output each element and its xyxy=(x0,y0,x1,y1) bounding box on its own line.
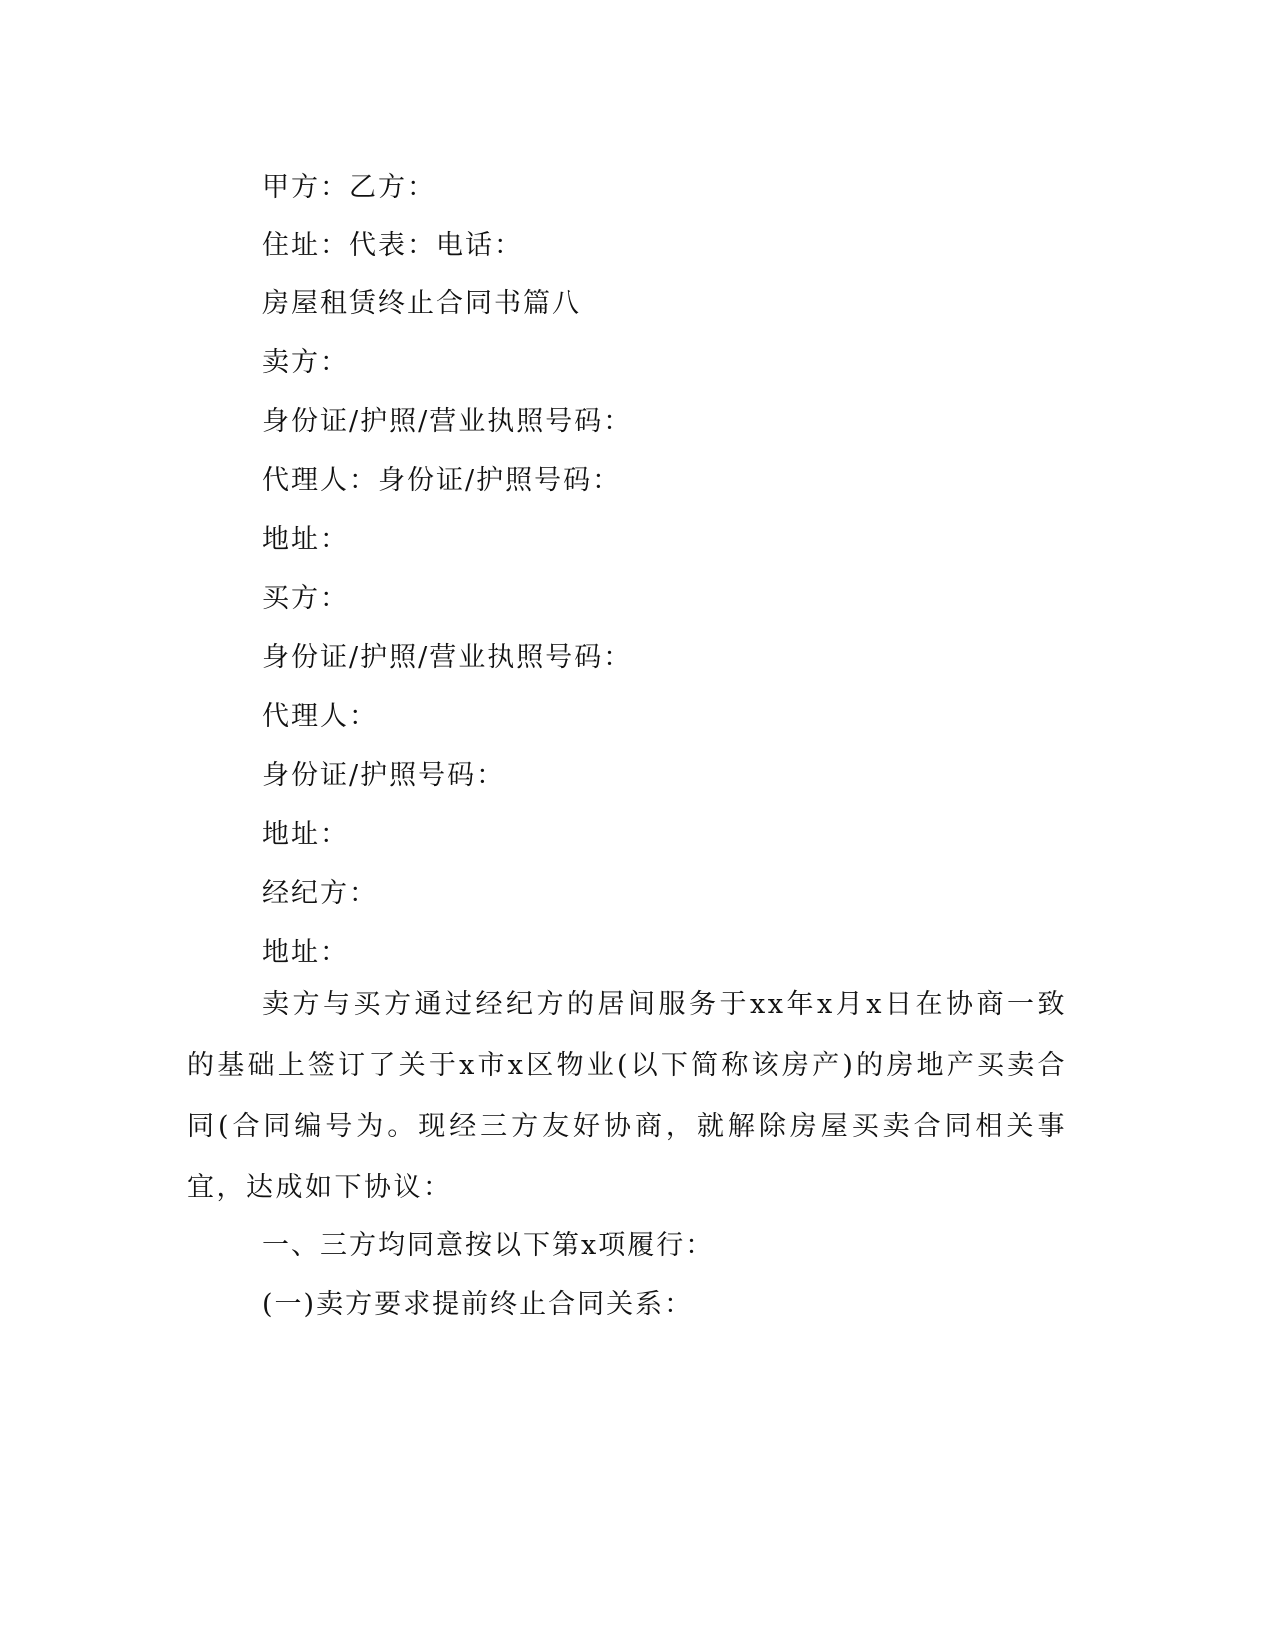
address-rep-phone-line: 住址：代表：电话： xyxy=(262,230,523,261)
broker-line: 经纪方： xyxy=(262,878,378,909)
buyer-address-line: 地址： xyxy=(262,819,349,850)
party-a-b-line: 甲方：乙方： xyxy=(262,172,436,203)
section-title: 房屋租赁终止合同书篇八 xyxy=(262,288,581,319)
seller-address-line: 地址： xyxy=(262,524,349,555)
buyer-line: 买方： xyxy=(262,583,349,614)
buyer-agent-line: 代理人： xyxy=(262,701,378,732)
agreement-paragraph: 卖方与买方通过经纪方的居间服务于xx年x月x日在协商一致的基础上签订了关于x市x区物业(以下简称该房产)的房地产买卖合同(合同编号为。现经三方友好协商，就解除房屋买卖合同相关事宜，达成如下协议： xyxy=(187,989,1067,1203)
seller-id-line: 身份证/护照/营业执照号码： xyxy=(262,406,633,437)
buyer-id-line: 身份证/护照/营业执照号码： xyxy=(262,642,633,673)
seller-line: 卖方： xyxy=(262,347,349,378)
broker-address-line: 地址： xyxy=(262,937,349,968)
clause-1: 一、三方均同意按以下第x项履行： xyxy=(262,1230,715,1261)
buyer-agent-id-line: 身份证/护照号码： xyxy=(262,760,506,791)
seller-agent-line: 代理人：身份证/护照号码： xyxy=(262,465,622,496)
clause-1-1: (一)卖方要求提前终止合同关系： xyxy=(262,1289,694,1320)
